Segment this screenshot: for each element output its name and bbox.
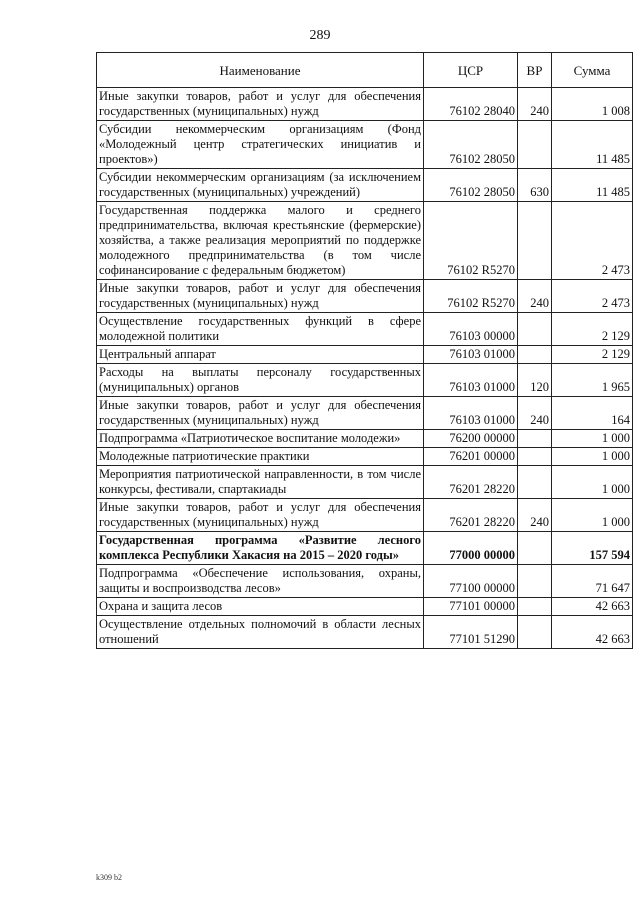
cell-name: Иные закупки товаров, работ и услуг для обеспечения государственных (муниципальных) нужд xyxy=(97,88,424,121)
cell-vr xyxy=(518,430,552,448)
cell-name: Подпрограмма «Патриотическое воспитание молодежи» xyxy=(97,430,424,448)
cell-sum: 164 xyxy=(552,397,633,430)
table-row xyxy=(97,616,633,649)
header-csr: ЦСР xyxy=(424,53,518,88)
cell-csr: 76103 01000 xyxy=(424,346,518,364)
table-row xyxy=(97,397,633,430)
cell-sum: 1 965 xyxy=(552,364,633,397)
table-row xyxy=(97,532,633,565)
cell-name: Осуществление государственных функций в сфере молодежной политики xyxy=(97,313,424,346)
cell-vr xyxy=(518,466,552,499)
table-row xyxy=(97,499,633,532)
table-row xyxy=(97,313,633,346)
cell-vr: 630 xyxy=(518,169,552,202)
cell-sum: 2 473 xyxy=(552,280,633,313)
cell-sum: 1 000 xyxy=(552,448,633,466)
header-sum: Сумма xyxy=(552,53,633,88)
cell-sum: 1 000 xyxy=(552,499,633,532)
table-row xyxy=(97,280,633,313)
table-row xyxy=(97,121,633,169)
cell-name: Мероприятия патриотической направленности, в том числе конкурсы, фестивали, спартакиады xyxy=(97,466,424,499)
cell-csr: 76102 R5270 xyxy=(424,280,518,313)
cell-name: Государственная поддержка малого и среднего предпринимательства, включая крестьянские (фермерские) хозяйства, а также реализация мероприятий по поддержке молодежного предпринимательства (в том числе софинансирование с федеральным бюджетом) xyxy=(97,202,424,280)
table-row xyxy=(97,202,633,280)
cell-vr xyxy=(518,598,552,616)
cell-name: Молодежные патриотические практики xyxy=(97,448,424,466)
cell-name: Охрана и защита лесов xyxy=(97,598,424,616)
cell-vr: 240 xyxy=(518,88,552,121)
table-header-row xyxy=(97,53,633,88)
cell-name: Осуществление отдельных полномочий в области лесных отношений xyxy=(97,616,424,649)
cell-name: Расходы на выплаты персоналу государственных (муниципальных) органов xyxy=(97,364,424,397)
cell-vr xyxy=(518,616,552,649)
cell-vr: 120 xyxy=(518,364,552,397)
cell-name: Государственная программа «Развитие лесного комплекса Республики Хакасия на 2015 – 2020 годы» xyxy=(97,532,424,565)
cell-vr xyxy=(518,121,552,169)
cell-name: Иные закупки товаров, работ и услуг для обеспечения государственных (муниципальных) нужд xyxy=(97,397,424,430)
cell-name: Субсидии некоммерческим организациям (Фонд «Молодежный центр стратегических инициатив и проектов») xyxy=(97,121,424,169)
cell-vr xyxy=(518,346,552,364)
cell-csr: 76201 00000 xyxy=(424,448,518,466)
cell-sum: 1 000 xyxy=(552,466,633,499)
cell-vr: 240 xyxy=(518,397,552,430)
cell-csr: 76200 00000 xyxy=(424,430,518,448)
cell-csr: 77100 00000 xyxy=(424,565,518,598)
cell-csr: 76201 28220 xyxy=(424,499,518,532)
cell-csr: 76102 R5270 xyxy=(424,202,518,280)
cell-csr: 76103 00000 xyxy=(424,313,518,346)
cell-csr: 76102 28050 xyxy=(424,121,518,169)
header-name: Наименование xyxy=(97,53,424,88)
header-vr: ВР xyxy=(518,53,552,88)
cell-vr xyxy=(518,313,552,346)
cell-vr: 240 xyxy=(518,280,552,313)
cell-sum: 42 663 xyxy=(552,616,633,649)
cell-sum: 11 485 xyxy=(552,169,633,202)
cell-vr: 240 xyxy=(518,499,552,532)
table-row xyxy=(97,364,633,397)
cell-csr: 76103 01000 xyxy=(424,364,518,397)
budget-table xyxy=(96,52,633,649)
cell-sum: 2 129 xyxy=(552,313,633,346)
cell-sum: 157 594 xyxy=(552,532,633,565)
cell-vr xyxy=(518,448,552,466)
table-row xyxy=(97,346,633,364)
cell-name: Субсидии некоммерческим организациям (за исключением государственных (муниципальных) учреждений) xyxy=(97,169,424,202)
cell-sum: 2 129 xyxy=(552,346,633,364)
cell-sum: 42 663 xyxy=(552,598,633,616)
cell-name: Иные закупки товаров, работ и услуг для обеспечения государственных (муниципальных) нужд xyxy=(97,280,424,313)
cell-name: Центральный аппарат xyxy=(97,346,424,364)
cell-name: Иные закупки товаров, работ и услуг для обеспечения государственных (муниципальных) нужд xyxy=(97,499,424,532)
cell-sum: 2 473 xyxy=(552,202,633,280)
cell-csr: 76102 28040 xyxy=(424,88,518,121)
cell-name: Подпрограмма «Обеспечение использования, охраны, защиты и воспроизводства лесов» xyxy=(97,565,424,598)
footer-code: k309 b2 xyxy=(96,873,122,882)
cell-vr xyxy=(518,202,552,280)
cell-vr xyxy=(518,565,552,598)
page-number: 289 xyxy=(309,28,331,43)
table-row xyxy=(97,598,633,616)
cell-sum: 1 000 xyxy=(552,430,633,448)
cell-csr: 77101 00000 xyxy=(424,598,518,616)
table-row xyxy=(97,466,633,499)
cell-csr: 76103 01000 xyxy=(424,397,518,430)
cell-sum: 11 485 xyxy=(552,121,633,169)
cell-csr: 77000 00000 xyxy=(424,532,518,565)
table-row xyxy=(97,88,633,121)
cell-csr: 76102 28050 xyxy=(424,169,518,202)
cell-sum: 1 008 xyxy=(552,88,633,121)
table-row xyxy=(97,430,633,448)
table-row xyxy=(97,169,633,202)
cell-csr: 77101 51290 xyxy=(424,616,518,649)
cell-csr: 76201 28220 xyxy=(424,466,518,499)
cell-vr xyxy=(518,532,552,565)
table-row xyxy=(97,565,633,598)
cell-sum: 71 647 xyxy=(552,565,633,598)
table-row xyxy=(97,448,633,466)
